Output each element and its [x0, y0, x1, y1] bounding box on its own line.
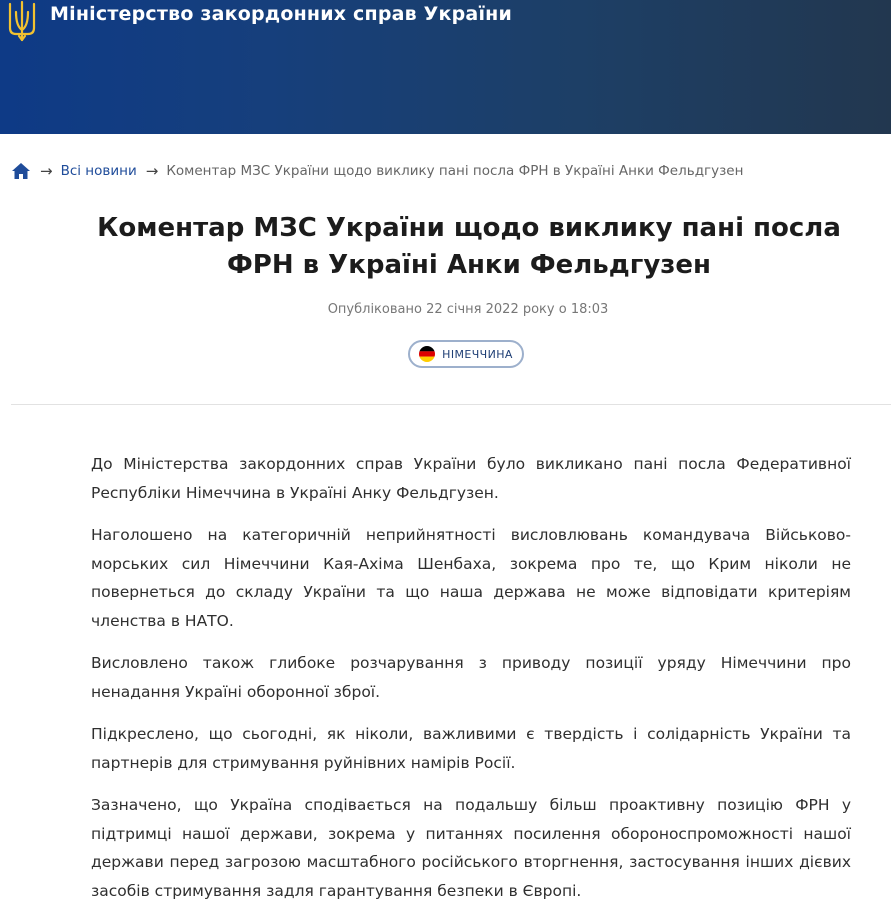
- home-icon[interactable]: [11, 162, 31, 180]
- breadcrumb-all-news-link[interactable]: Всі новини: [60, 163, 137, 179]
- ministry-title[interactable]: Міністерство закордонних справ України: [50, 3, 513, 25]
- article-paragraph: Підкреслено, що сьогодні, як ніколи, важливими є твердість і солідарність України та партнерів для стримування руйнівних намірів Росії.: [91, 725, 851, 772]
- article-paragraph: Висловлено також глибоке розчарування з приводу позиції уряду Німеччини про ненадання Україні оборонної зброї.: [91, 654, 851, 701]
- article-paragraph: Наголошено на категоричній неприйнятності висловлювань командувача Військово-морських сил Німеччини Кая-Ахіма Шенбаха, зокрема про те, що Крим ніколи не повернеться до складу України та що наша держава не може відповідати критеріям членства в НАТО.: [91, 526, 851, 630]
- divider: [11, 404, 891, 405]
- country-tag-label: НІМЕЧЧИНА: [442, 347, 513, 361]
- country-tag[interactable]: [408, 340, 524, 368]
- site-header: [0, 0, 891, 134]
- publish-date: Опубліковано 22 січня 2022 року о 18:03: [327, 302, 609, 317]
- germany-flag-icon: [419, 346, 435, 362]
- page-title: Коментар МЗС України щодо виклику пані посла ФРН в Україні Анки Фельдгузен: [97, 213, 841, 280]
- breadcrumb-current: Коментар МЗС України щодо виклику пані посла ФРН в Україні Анки Фельдгузен: [166, 163, 744, 179]
- article-paragraph: До Міністерства закордонних справ України було викликано пані посла Федеративної Республіки Німеччина в Україні Анку Фельдгузен.: [91, 455, 851, 502]
- breadcrumb-separator: →: [40, 162, 53, 180]
- article-body: [91, 450, 851, 919]
- trident-icon[interactable]: [7, 0, 37, 42]
- article-paragraph: Зазначено, що Україна сподівається на подальшу більш проактивну позицію ФРН у підтримці нашої держави, зокрема у питаннях посилення обороноспроможності нашої держави перед загрозою масштабного російського вторгнення, застосування інших дієвих засобів стримування задля гарантування безпеки в Європі.: [91, 796, 851, 900]
- breadcrumb: [11, 160, 881, 182]
- breadcrumb-separator: →: [145, 162, 159, 180]
